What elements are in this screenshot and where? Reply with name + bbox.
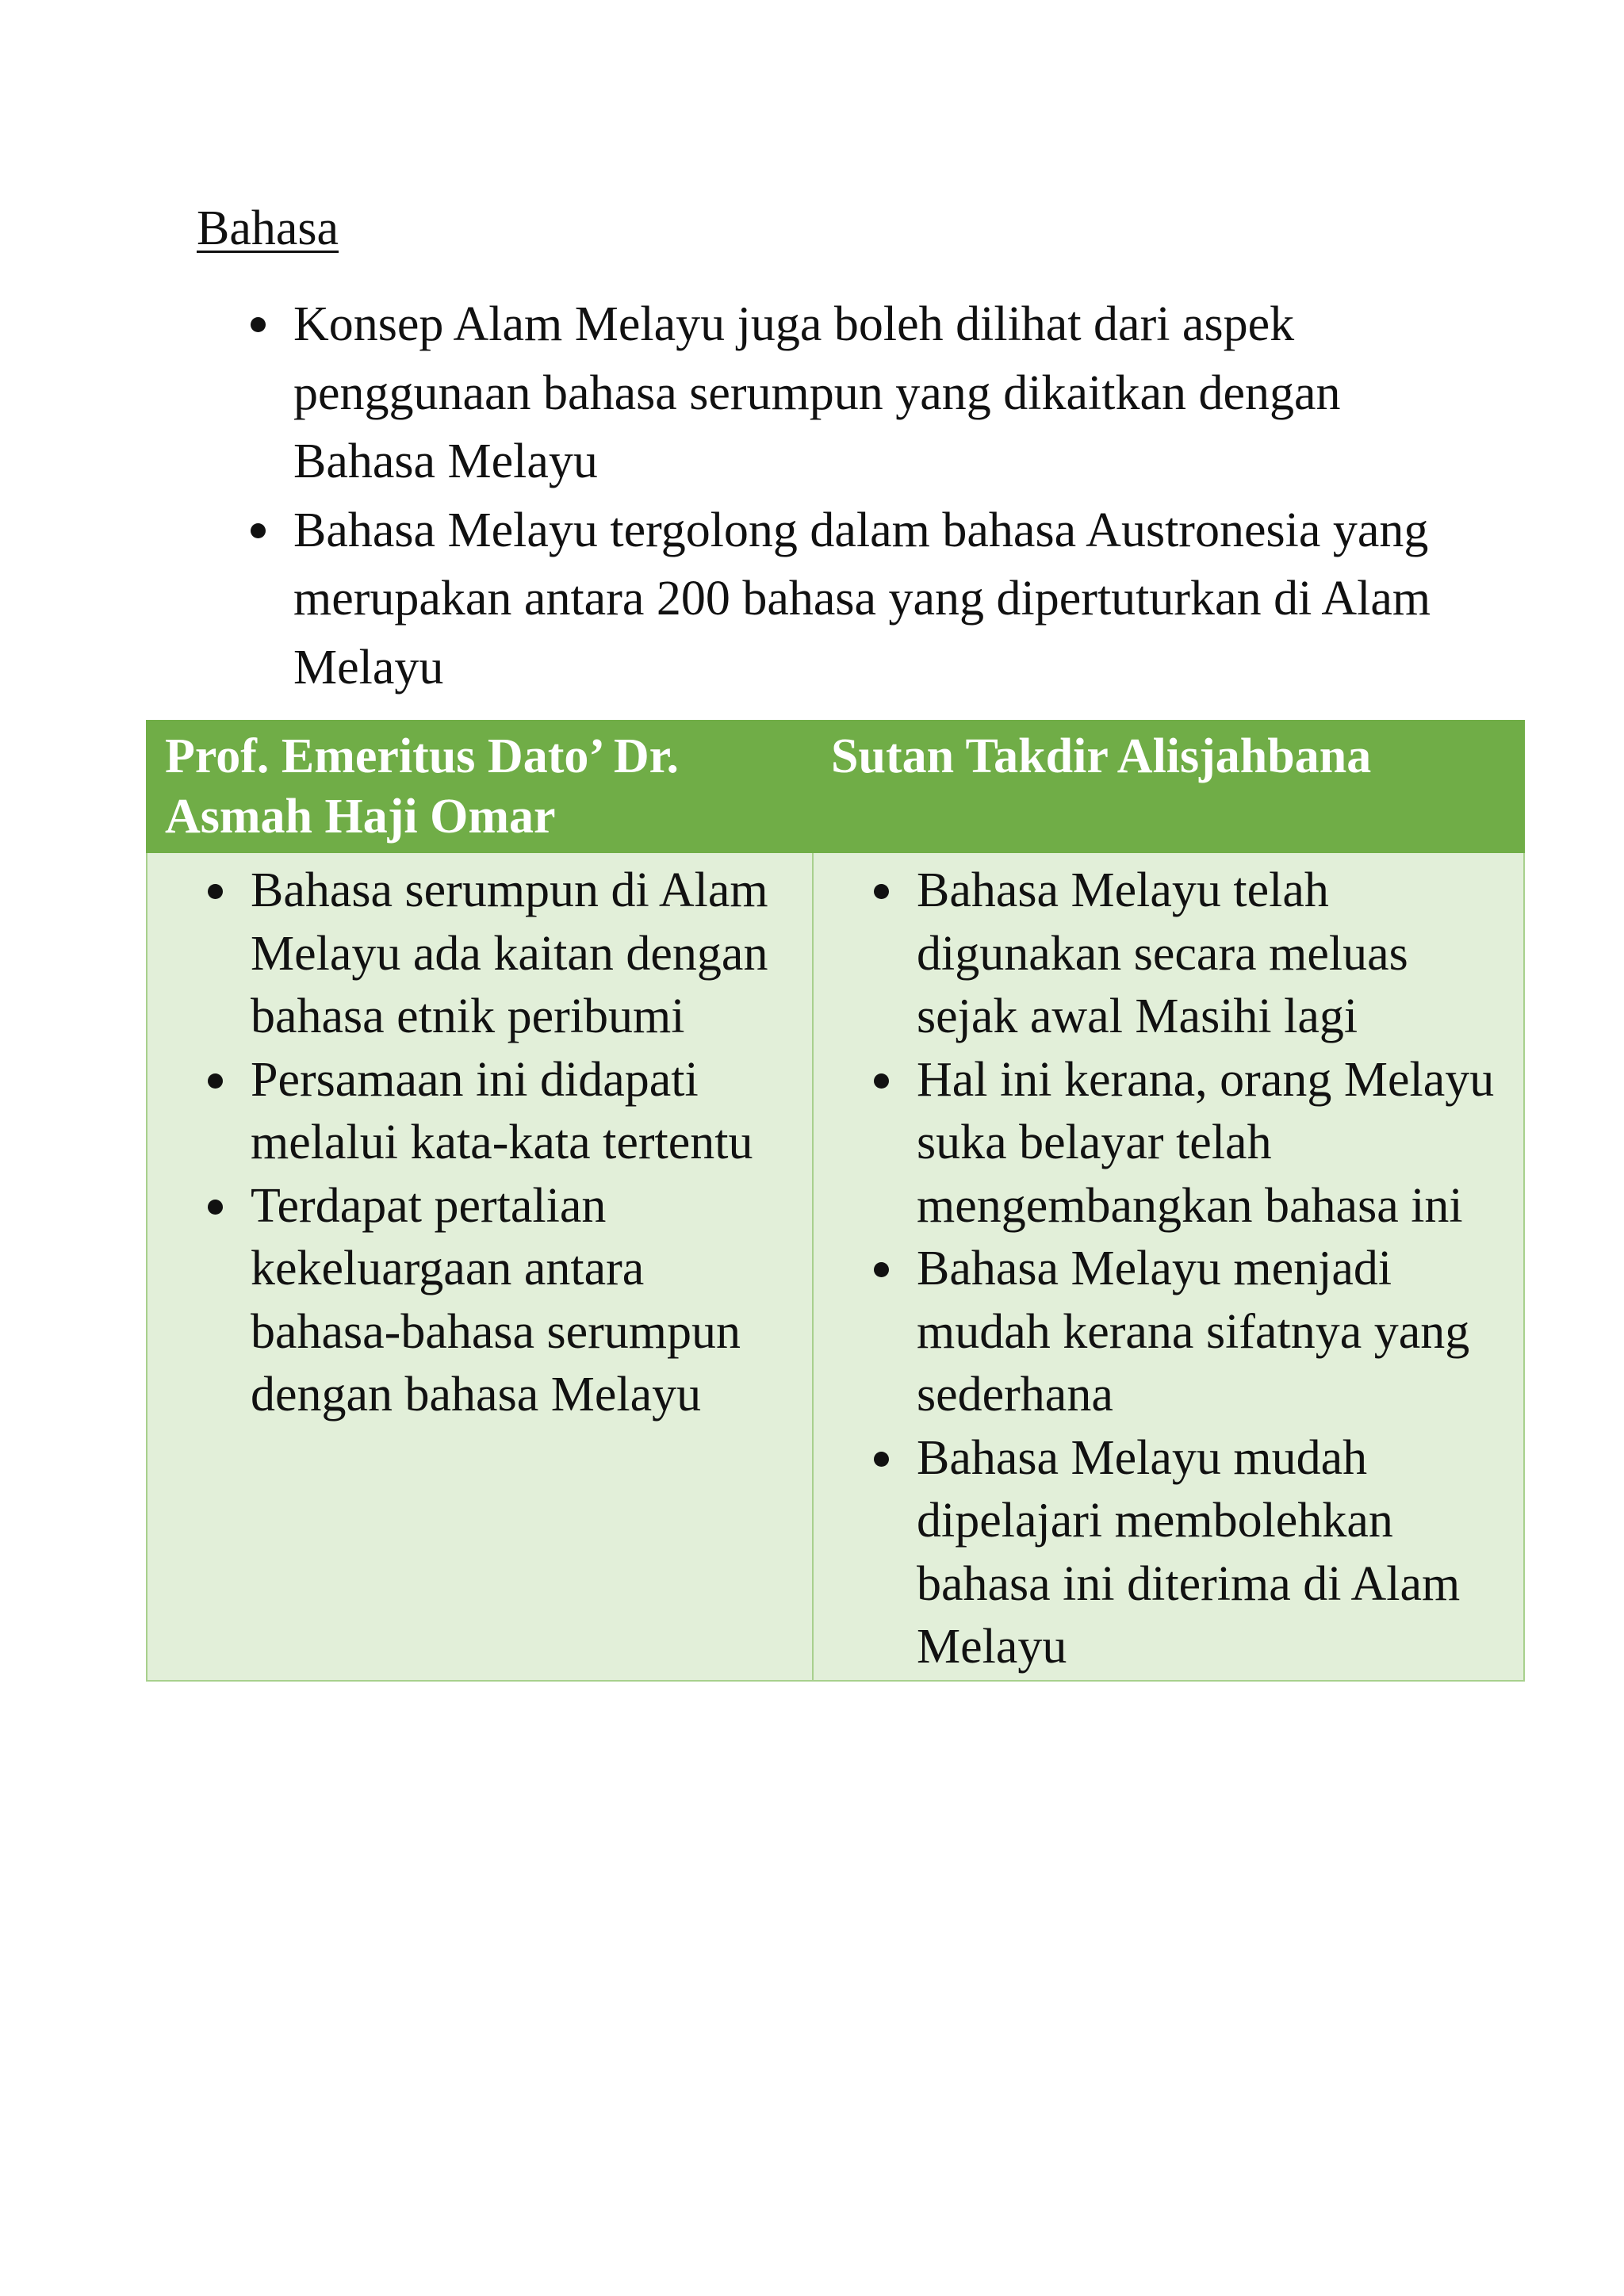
intro-point-text: Konsep Alam Melayu juga boleh dilihat dari aspek penggunaan bahasa serumpun yang dikaitkan dengan Bahasa Melayu	[293, 297, 1341, 488]
bullet-icon	[208, 1200, 223, 1215]
bullet-icon	[208, 1073, 223, 1089]
bullet-icon	[251, 317, 266, 332]
section-heading: Bahasa	[197, 201, 339, 255]
column-header-asmah-line2: Asmah Haji Omar	[165, 790, 556, 844]
point-text: Bahasa Melayu menjadi mudah kerana sifatnya yang sederhana	[917, 1242, 1470, 1422]
bullet-icon	[874, 1262, 889, 1277]
point-text: Bahasa serumpun di Alam Melayu ada kaitan dengan bahasa etnik peribumi	[251, 863, 768, 1043]
column-header-asmah	[147, 721, 813, 852]
list-item	[195, 1175, 801, 1427]
bullet-icon	[208, 884, 223, 899]
asmah-points-list	[195, 859, 801, 1427]
intro-point-text: Bahasa Melayu tergolong dalam bahasa Austronesia yang merupakan antara 200 bahasa yang dipertuturkan di Alam Melayu	[293, 503, 1431, 695]
column-header-asmah-line1: Prof. Emeritus Dato’ Dr.	[165, 729, 680, 783]
list-item	[861, 1427, 1512, 1679]
sutan-points-list	[861, 859, 1512, 1679]
comparison-table	[146, 720, 1525, 1682]
list-item	[861, 859, 1512, 1049]
table-row	[147, 852, 1524, 1681]
point-text: Terdapat pertalian kekeluargaan antara bahasa-bahasa serumpun dengan bahasa Melayu	[251, 1178, 741, 1422]
point-text: Bahasa Melayu telah digunakan secara meluas sejak awal Masihi lagi	[917, 863, 1408, 1043]
bullet-icon	[874, 884, 889, 899]
table-header-row	[147, 721, 1524, 852]
table-cell-sutan	[813, 852, 1524, 1681]
point-text: Persamaan ini didapati melalui kata-kata tertentu	[251, 1052, 753, 1169]
intro-bullet-list	[238, 290, 1475, 702]
list-item	[861, 1049, 1512, 1238]
bullet-icon	[874, 1073, 889, 1089]
column-header-sutan	[813, 721, 1524, 852]
point-text: Hal ini kerana, orang Melayu suka belayar telah mengembangkan bahasa ini	[917, 1052, 1495, 1233]
list-item	[195, 859, 801, 1049]
point-text: Bahasa Melayu mudah dipelajari membolehkan bahasa ini diterima di Alam Melayu	[917, 1430, 1461, 1674]
table-cell-asmah	[147, 852, 813, 1681]
intro-point	[238, 496, 1475, 702]
bullet-icon	[251, 523, 266, 538]
list-item	[195, 1049, 801, 1175]
list-item	[861, 1238, 1512, 1427]
column-header-sutan-title: Sutan Takdir Alisjahbana	[831, 729, 1372, 783]
bullet-icon	[874, 1452, 889, 1467]
intro-point	[238, 290, 1475, 496]
